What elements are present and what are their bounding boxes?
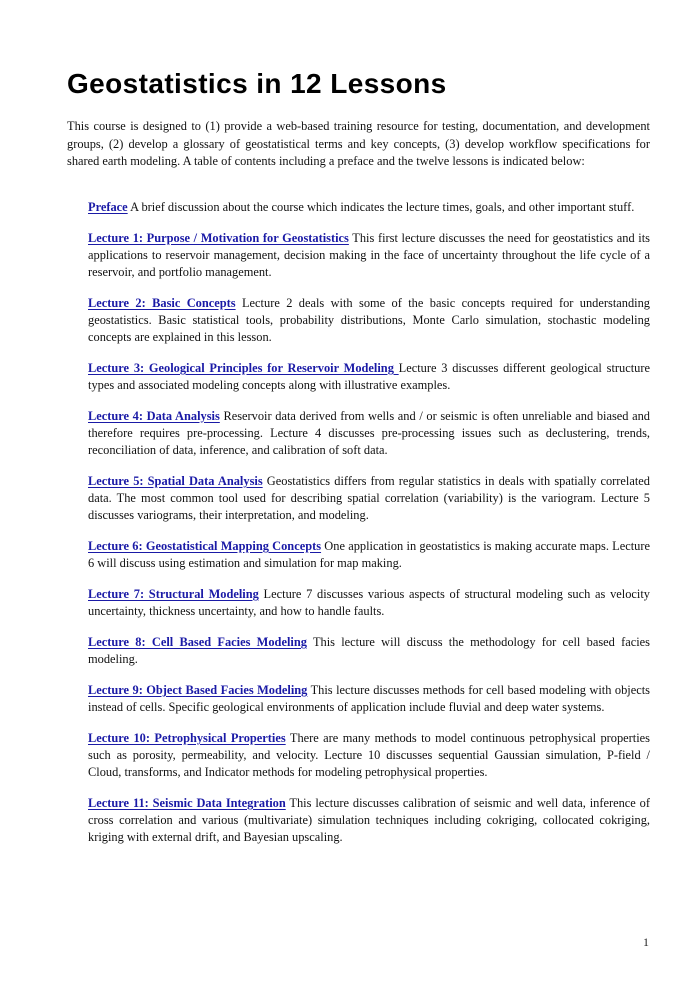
page-title: Geostatistics in 12 Lessons — [67, 68, 447, 99]
lecture-6-description: One application in geostatistics is making accurate maps. Lecture 6 will discuss using estimation and simulation for map making. — [88, 539, 650, 570]
lecture-7-link[interactable]: Lecture 7: Structural Modeling — [88, 587, 259, 601]
toc-entry-lecture-3 — [88, 360, 650, 394]
lecture-8-link[interactable]: Lecture 8: Cell Based Facies Modeling — [88, 635, 307, 649]
toc-entry-lecture-10 — [88, 730, 650, 781]
lecture-11-description: This lecture discusses calibration of seismic and well data, inference of cross correlation and various (multivariate) simulation techniques including cokriging, collocated cokriging, kriging with external drift, and Bayesian upscaling. — [88, 796, 651, 844]
toc-entry-lecture-4 — [88, 408, 650, 459]
lecture-11-link[interactable]: Lecture 11: Seismic Data Integration — [88, 796, 286, 810]
lecture-3-description: Lecture 3 discusses different geological structure types and associated modeling concepts along with illustrative examples. — [88, 361, 650, 392]
toc-entry-lecture-11 — [88, 795, 650, 846]
lecture-4-description: Reservoir data derived from wells and / or seismic is often unreliable and biased and therefore requires pre-processing. Lecture 4 discusses pre-processing issues such as declustering, trends, reconciliation of data, inference, and calibration of soft data. — [88, 409, 650, 457]
lecture-9-link[interactable]: Lecture 9: Object Based Facies Modeling — [88, 683, 308, 697]
lecture-2-description: Lecture 2 deals with some of the basic concepts required for understanding geostatistics. Basic statistical tools, probability distributions, Monte Carlo simulation, stochastic modeling concepts are explained in this lesson. — [88, 296, 650, 344]
toc-entry-lecture-9 — [88, 682, 650, 716]
intro-paragraph: This course is designed to (1) provide a web-based training resource for testing, documentation, and development groups, (2) develop a glossary of geostatistical terms and key concepts, (3) develop workflow specifications for shared earth modeling. A table of contents including a preface and the twelve lessons is indicated below: — [67, 119, 650, 168]
lecture-10-description: There are many methods to model continuous petrophysical properties such as porosity, permeability, and velocity. Lecture 10 discusses sequential Gaussian simulation, P-field / Cloud, transforms, and Indicator methods for modeling petrophysical properties. — [88, 731, 651, 779]
lecture-7-description: Lecture 7 discusses various aspects of structural modeling such as velocity uncertainty, thickness uncertainty, and how to handle faults. — [88, 587, 650, 618]
toc-entry-preface — [88, 199, 650, 216]
lecture-1-link[interactable]: Lecture 1: Purpose / Motivation for Geostatistics — [88, 231, 349, 245]
lecture-10-link[interactable]: Lecture 10: Petrophysical Properties — [88, 731, 286, 745]
lecture-8-description: This lecture will discuss the methodology for cell based facies modeling. — [88, 635, 650, 666]
lecture-9-description: This lecture discusses methods for cell based modeling with objects instead of cells. Specific geological environments of application include fluvial and deep water systems. — [88, 683, 650, 714]
table-of-contents — [88, 199, 650, 846]
toc-entry-lecture-2 — [88, 295, 650, 346]
lecture-6-link[interactable]: Lecture 6: Geostatistical Mapping Concepts — [88, 539, 322, 553]
lecture-5-description: Geostatistics differs from regular statistics in deals with spatially correlated data. The most common tool used for describing spatial correlation (variability) is the variogram. Lecture 5 discusses variograms, their interpretation, and modeling. — [88, 474, 650, 522]
lecture-2-link[interactable]: Lecture 2: Basic Concepts — [88, 296, 236, 310]
toc-entry-lecture-6 — [88, 538, 650, 572]
page-number: 1 — [643, 935, 649, 949]
lecture-1-description: This first lecture discusses the need for geostatistics and its applications to reservoir management, decision making in the face of uncertainty throughout the life cycle of a reservoir, and portfolio management. — [88, 231, 650, 279]
toc-entry-lecture-8 — [88, 634, 650, 668]
toc-entry-lecture-5 — [88, 473, 650, 524]
preface-description: A brief discussion about the course which indicates the lecture times, goals, and other important stuff. — [127, 200, 635, 214]
lecture-4-link[interactable]: Lecture 4: Data Analysis — [88, 409, 220, 423]
preface-link[interactable]: Preface — [88, 200, 128, 214]
lecture-3-link[interactable]: Lecture 3: Geological Principles for Reservoir Modeling — [88, 361, 399, 375]
lecture-5-link[interactable]: Lecture 5: Spatial Data Analysis — [88, 474, 263, 488]
toc-entry-lecture-1 — [88, 230, 650, 281]
toc-entry-lecture-7 — [88, 586, 650, 620]
